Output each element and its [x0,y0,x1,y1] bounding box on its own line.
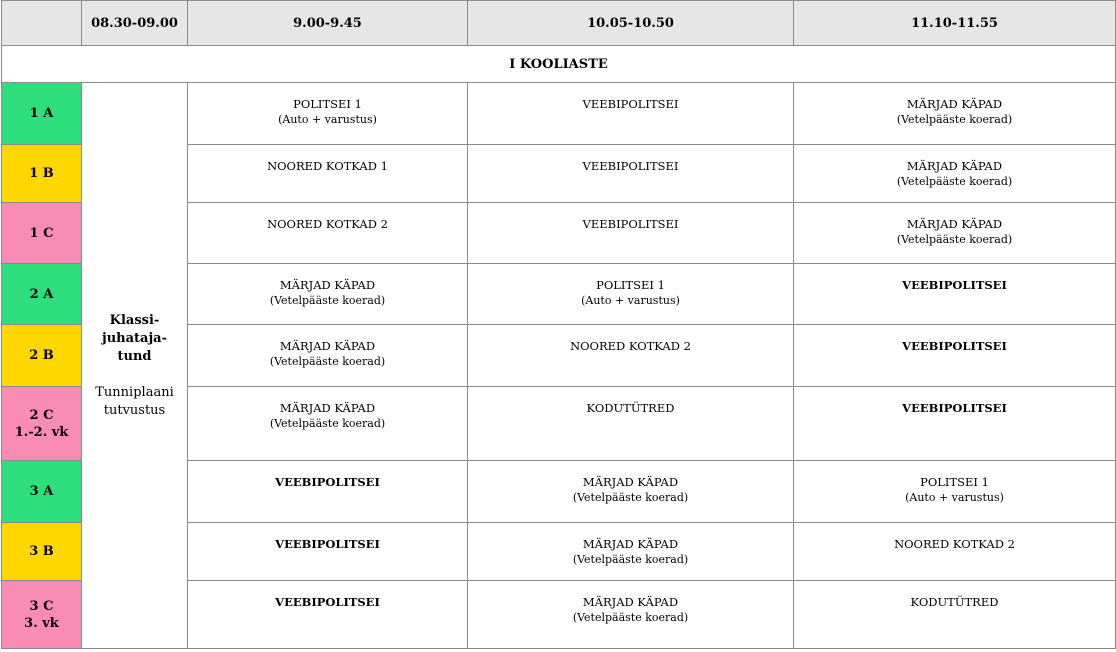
lesson-title: MÄRJAD KÄPAD [279,339,376,353]
section-title: I KOOLIASTE [2,46,1116,83]
class-label: 3 A [29,484,54,499]
lesson-cell [794,145,1116,203]
class-cell [2,264,82,325]
lesson-cell [468,325,794,387]
lesson-cell [468,83,794,145]
lesson-title: MÄRJAD KÄPAD [279,278,376,292]
lesson-title: POLITSEI 1 [293,97,362,111]
lesson-cell [468,264,794,325]
lesson-title: POLITSEI 1 [920,475,989,489]
lesson-cell [794,581,1116,649]
slot-header-1: 08.30-09.00 [82,1,188,46]
lesson-cell [188,145,468,203]
class-cell [2,461,82,523]
class-sublabel: 3. vk [24,615,59,631]
lesson-title: NOORED KOTKAD 1 [267,159,388,173]
lesson-title: VEEBIPOLITSEI [902,278,1007,292]
lesson-title: MÄRJAD KÄPAD [279,401,376,415]
header-corner-cell [2,1,82,46]
lesson-cell [794,523,1116,581]
class-label: 2 B [29,348,54,363]
lesson-title: MÄRJAD KÄPAD [582,595,679,609]
class-label: 3 B [29,544,54,559]
class-label: 1 B [29,166,54,181]
lesson-subtitle: (Vetelpääste koerad) [896,175,1013,188]
lesson-cell [794,461,1116,523]
homeroom-subtitle [82,384,187,420]
class-cell [2,203,82,264]
lesson-cell [188,523,468,581]
lesson-subtitle: (Auto + varustus) [905,491,1004,504]
lesson-cell [468,145,794,203]
lesson-subtitle: (Vetelpääste koerad) [572,553,689,566]
lesson-cell [188,387,468,461]
class-label: 2 C [29,407,54,423]
lesson-title: VEEBIPOLITSEI [582,217,679,231]
homeroom-subtitle-line: tutvustus [103,402,166,418]
lesson-cell [188,203,468,264]
header-row [2,1,1116,46]
class-label: 1 C [29,225,54,241]
class-cell [2,581,82,649]
lesson-title: NOORED KOTKAD 2 [894,537,1015,551]
lesson-subtitle: (Auto + varustus) [278,113,377,126]
lesson-title: MÄRJAD KÄPAD [582,537,679,551]
lesson-cell [468,523,794,581]
lesson-cell [794,203,1116,264]
class-cell [2,387,82,461]
lesson-subtitle: (Vetelpääste koerad) [896,233,1013,246]
homeroom-title-line: juhataja- [102,330,167,346]
lesson-title: VEEBIPOLITSEI [582,159,679,173]
lesson-cell [188,581,468,649]
homeroom-subtitle-line: Tunniplaani [95,384,174,400]
slot-header-4: 11.10-11.55 [794,1,1116,46]
class-cell [2,523,82,581]
section-row [2,46,1116,83]
class-cell [2,83,82,145]
slot-header-2: 9.00-9.45 [188,1,468,46]
lesson-cell [794,387,1116,461]
lesson-title: VEEBIPOLITSEI [275,595,380,609]
class-label: 1 A [29,106,54,121]
lesson-cell [188,83,468,145]
lesson-cell [468,461,794,523]
lesson-subtitle: (Vetelpääste koerad) [572,611,689,624]
slot-header-3: 10.05-10.50 [468,1,794,46]
homeroom-title-line: Klassi- [109,312,160,328]
lesson-cell [794,325,1116,387]
lesson-cell [468,203,794,264]
lesson-title: POLITSEI 1 [596,278,665,292]
lesson-cell [468,581,794,649]
class-label: 2 A [29,286,54,302]
homeroom-cell [82,83,188,649]
lesson-cell [468,387,794,461]
lesson-subtitle: (Vetelpääste koerad) [269,355,386,368]
lesson-title: VEEBIPOLITSEI [275,475,380,489]
lesson-cell [188,325,468,387]
schedule-row [2,83,1116,145]
lesson-title: MÄRJAD KÄPAD [906,159,1003,173]
lesson-title: NOORED KOTKAD 2 [267,217,388,231]
homeroom-title-line: tund [117,348,152,364]
lesson-title: NOORED KOTKAD 2 [570,339,691,353]
class-cell [2,325,82,387]
lesson-title: KODUTÜTRED [586,401,675,415]
class-cell [2,145,82,203]
lesson-subtitle: (Vetelpääste koerad) [572,491,689,504]
lesson-title: VEEBIPOLITSEI [902,401,1007,415]
homeroom-title [82,312,187,366]
lesson-title: MÄRJAD KÄPAD [906,217,1003,231]
class-sublabel: 1.-2. vk [14,424,69,440]
lesson-cell [188,461,468,523]
lesson-cell [188,264,468,325]
lesson-subtitle: (Vetelpääste koerad) [269,294,386,307]
lesson-cell [794,264,1116,325]
lesson-title: MÄRJAD KÄPAD [582,475,679,489]
lesson-title: VEEBIPOLITSEI [902,339,1007,353]
schedule-table [1,0,1116,649]
lesson-title: VEEBIPOLITSEI [582,97,679,111]
lesson-subtitle: (Vetelpääste koerad) [269,417,386,430]
class-label: 3 C [29,598,54,614]
lesson-title: VEEBIPOLITSEI [275,537,380,551]
lesson-cell [794,83,1116,145]
lesson-title: KODUTÜTRED [910,595,999,609]
lesson-title: MÄRJAD KÄPAD [906,97,1003,111]
lesson-subtitle: (Vetelpääste koerad) [896,113,1013,126]
lesson-subtitle: (Auto + varustus) [581,294,680,307]
